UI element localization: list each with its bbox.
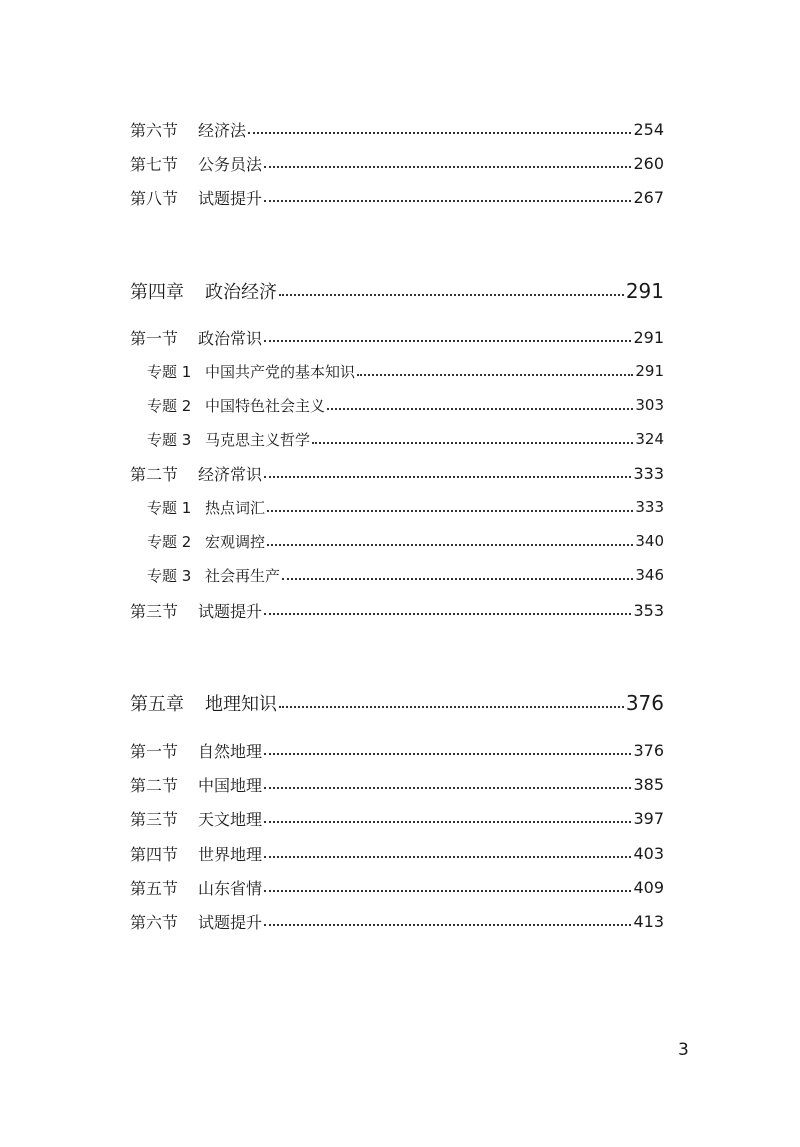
toc-entry-title: 中国特色社会主义 <box>205 396 326 415</box>
toc-entry-page: 291 <box>633 327 664 347</box>
toc-entry-number: 第三节 <box>130 809 179 829</box>
toc-entry-number: 专题 1 <box>147 498 192 517</box>
toc-entry-title: 经济法 <box>198 120 247 140</box>
toc-entry-label <box>130 152 262 175</box>
toc-entry-number: 第四章 <box>130 282 184 303</box>
toc-section-row <box>130 597 664 623</box>
toc-entry-page: 413 <box>633 911 664 931</box>
toc-section-row <box>130 150 664 176</box>
toc-entry-page: 409 <box>633 877 664 897</box>
dot-leader <box>264 752 631 755</box>
toc-entry-label <box>147 395 325 416</box>
dot-leader <box>279 293 624 296</box>
dot-leader <box>279 705 624 708</box>
dot-leader <box>264 820 631 823</box>
toc-entry-page: 303 <box>635 396 664 414</box>
toc-entry-page: 397 <box>633 808 664 828</box>
toc-entry-page: 267 <box>633 187 664 207</box>
toc-section-row <box>130 184 664 210</box>
dot-leader <box>312 441 633 444</box>
toc-entry-page: 346 <box>635 566 664 584</box>
toc-entry-label <box>147 565 280 586</box>
toc-entry-number: 专题 3 <box>147 430 192 449</box>
dot-leader <box>264 786 631 789</box>
toc-entry-title: 天文地理 <box>198 809 263 829</box>
toc-section-row <box>130 874 664 900</box>
toc-section-row <box>130 805 664 831</box>
toc-entry-title: 社会再生产 <box>205 566 281 585</box>
dot-leader <box>264 475 631 478</box>
toc-entry-title: 中国共产党的基本知识 <box>205 362 356 381</box>
toc-topic-row <box>130 392 664 418</box>
toc-entry-label <box>130 910 262 933</box>
toc-entry-number: 专题 3 <box>147 566 192 585</box>
toc-entry-label <box>147 497 265 518</box>
toc-topic-row <box>130 358 664 384</box>
toc-topic-row <box>130 562 664 588</box>
dot-leader <box>248 131 631 134</box>
toc-entry-number: 第五章 <box>130 694 184 715</box>
toc-entry-label <box>147 531 265 552</box>
toc-entry-label <box>130 773 262 796</box>
toc-section-row <box>130 460 664 486</box>
toc-entry-title: 试题提升 <box>198 601 263 621</box>
dot-leader <box>267 509 633 512</box>
toc-entry-label <box>130 842 262 865</box>
toc-entry-number: 第二节 <box>130 775 179 795</box>
toc-entry-label <box>147 361 355 382</box>
toc-topic-row <box>130 426 664 452</box>
toc-entry-label <box>147 429 310 450</box>
toc-entry-title: 中国地理 <box>198 775 263 795</box>
toc-entry-label <box>130 807 262 830</box>
toc-section-row <box>130 908 664 934</box>
toc-topic-row <box>130 528 664 554</box>
toc-entry-title: 热点词汇 <box>205 498 266 517</box>
toc-entry-title: 地理知识 <box>205 694 277 715</box>
toc-entry-number: 第七节 <box>130 154 179 174</box>
toc-entry-title: 试题提升 <box>198 188 263 208</box>
toc-entry-label <box>130 118 246 141</box>
dot-leader <box>282 577 633 580</box>
dot-leader <box>264 612 631 615</box>
toc-entry-page: 403 <box>633 843 664 863</box>
toc-entry-page: 340 <box>635 532 664 550</box>
toc-chapter-row <box>130 690 664 716</box>
toc-entry-page: 260 <box>633 153 664 173</box>
toc-section-row <box>130 840 664 866</box>
dot-leader <box>264 855 631 858</box>
toc-entry-page: 376 <box>633 740 664 760</box>
toc-entry-label <box>130 599 262 622</box>
toc-section-row <box>130 116 664 142</box>
toc-entry-title: 山东省情 <box>198 878 263 898</box>
toc-entry-page: 333 <box>635 498 664 516</box>
toc-entry-title: 公务员法 <box>198 154 263 174</box>
dot-leader <box>327 407 633 410</box>
dot-leader <box>264 923 631 926</box>
toc-chapter-row <box>130 278 664 304</box>
toc-entry-title: 马克思主义哲学 <box>205 430 311 449</box>
toc-entry-label <box>130 326 262 349</box>
toc-entry-number: 第一节 <box>130 328 179 348</box>
toc-entry-title: 政治常识 <box>198 328 263 348</box>
dot-leader <box>357 373 633 376</box>
toc-entry-title: 经济常识 <box>198 464 263 484</box>
toc-entry-label <box>130 462 262 485</box>
toc-entry-title: 世界地理 <box>198 844 263 864</box>
toc-entry-number: 第三节 <box>130 601 179 621</box>
toc-entry-number: 专题 2 <box>147 396 192 415</box>
toc-section-row <box>130 324 664 350</box>
toc-entry-number: 第四节 <box>130 844 179 864</box>
toc-entry-number: 第二节 <box>130 464 179 484</box>
toc-entry-page: 291 <box>635 362 664 380</box>
toc-entry-number: 第八节 <box>130 188 179 208</box>
toc-entry-number: 第一节 <box>130 741 179 761</box>
toc-entry-label <box>130 186 262 209</box>
toc-entry-number: 专题 1 <box>147 362 192 381</box>
dot-leader <box>264 339 631 342</box>
toc-entry-page: 324 <box>635 430 664 448</box>
toc-section-row <box>130 737 664 763</box>
toc-entry-title: 试题提升 <box>198 912 263 932</box>
toc-entry-label <box>130 876 262 899</box>
toc-entry-label <box>130 739 262 762</box>
dot-leader <box>264 889 631 892</box>
toc-entry-number: 第六节 <box>130 120 179 140</box>
toc-entry-page: 353 <box>633 600 664 620</box>
toc-section-row <box>130 771 664 797</box>
toc-entry-number: 专题 2 <box>147 532 192 551</box>
toc-topic-row <box>130 494 664 520</box>
dot-leader <box>267 543 633 546</box>
toc-entry-page: 254 <box>633 119 664 139</box>
toc-entry-page: 291 <box>625 279 664 303</box>
toc-entry-label <box>130 690 277 716</box>
toc-entry-page: 385 <box>633 774 664 794</box>
toc-entry-title: 宏观调控 <box>205 532 266 551</box>
dot-leader <box>264 165 631 168</box>
toc-entry-number: 第六节 <box>130 912 179 932</box>
toc-entry-page: 376 <box>625 691 664 715</box>
toc-entry-number: 第五节 <box>130 878 179 898</box>
page-number: 3 <box>678 1040 689 1060</box>
toc-entry-title: 政治经济 <box>205 282 277 303</box>
toc-entry-title: 自然地理 <box>198 741 263 761</box>
toc-entry-page: 333 <box>633 463 664 483</box>
toc-entry-label <box>130 278 277 304</box>
dot-leader <box>264 199 631 202</box>
